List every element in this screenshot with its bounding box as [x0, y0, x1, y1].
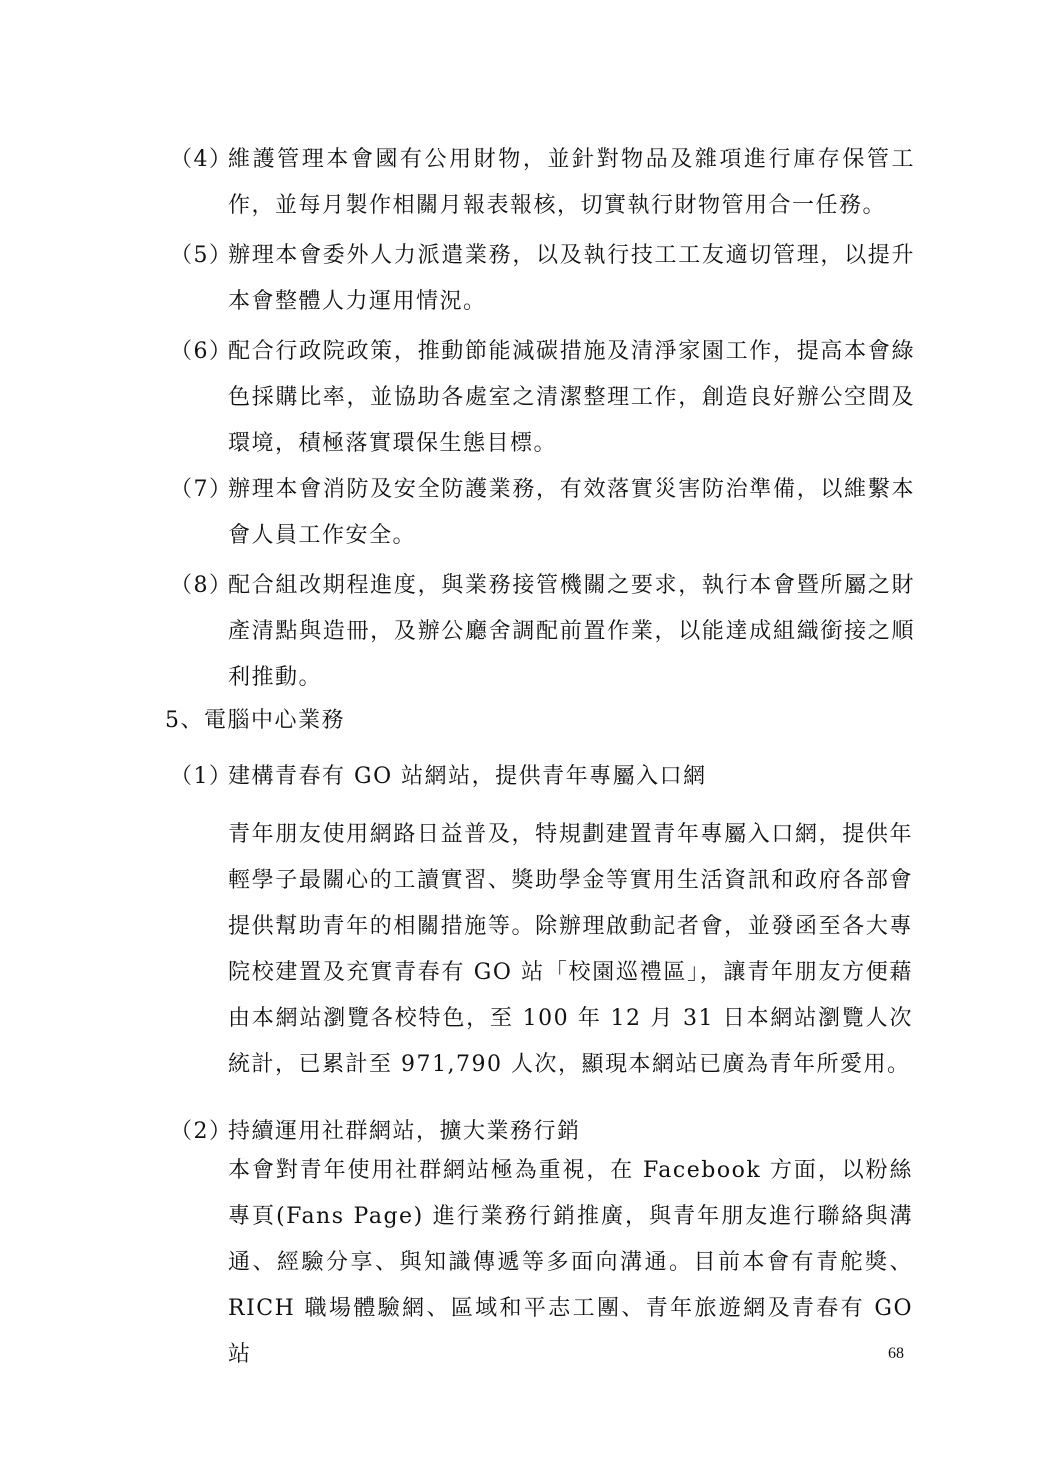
item-number: （5） [170, 243, 233, 268]
item-number: （7） [170, 477, 233, 502]
item-number: （1） [170, 764, 233, 789]
item-text: 辦理本會委外人力派遣業務，以及執行技工工友適切管理，以提升本會整體人力運用情況。 [228, 243, 915, 314]
item-number: （4） [170, 147, 233, 172]
item-number: （8） [170, 573, 233, 598]
list-item-7 [170, 467, 915, 559]
subsection-title: 持續運用社群網站，擴大業務行銷 [228, 1119, 581, 1144]
item-number: （6） [170, 339, 233, 364]
item-text: 配合行政院政策，推動節能減碳措施及清淨家園工作，提高本會綠色採購比率，並協助各處室之清潔整理工作，創造良好辦公空間及環境，積極落實環保生態目標。 [228, 339, 915, 456]
list-item-4 [170, 137, 915, 229]
item-text: 配合組改期程進度，與業務接管機關之要求，執行本會暨所屬之財產清點與造冊，及辦公廳舍調配前置作業，以能達成組織銜接之順利推動。 [228, 573, 915, 690]
page-number: 68 [888, 1345, 904, 1362]
list-item-5 [170, 233, 915, 325]
list-item-6 [170, 329, 915, 467]
subsection-1-paragraph: 青年朋友使用網路日益普及，特規劃建置青年專屬入口網，提供年輕學子最關心的工讀實習、獎助學金等實用生活資訊和政府各部會提供幫助青年的相關措施等。除辦理啟動記者會，並發函至各大專院校建置及充實青春有 GO 站「校園巡禮區」，讓青年朋友方便藉由本網站瀏覽各校特色，至 100 年 12 月 31 日本網站瀏覽人次統計，已累計至 971,790 人次，顯現本網站已廣為青年所愛用。 [228, 822, 913, 1077]
subsection-1-heading [170, 754, 915, 800]
list-item-8 [170, 563, 915, 701]
subsection-2-paragraph: 本會對青年使用社群網站極為重視，在 Facebook 方面，以粉絲專頁(Fans Page) 進行業務行銷推廣，與青年朋友進行聯絡與溝通、經驗分享、與知識傳遞等多面向溝通。目前本會有青舵獎、RICH 職場體驗網、區域和平志工團、青年旅遊網及青春有 GO 站 [228, 1158, 913, 1367]
section-heading: 5、電腦中心業務 [165, 708, 345, 733]
subsection-title: 建構青春有 GO 站網站，提供青年專屬入口網 [228, 764, 707, 789]
item-number: （2） [170, 1119, 233, 1144]
item-text: 維護管理本會國有公用財物，並針對物品及雜項進行庫存保管工作，並每月製作相關月報表報核，切實執行財物管用合一任務。 [228, 147, 915, 218]
item-text: 辦理本會消防及安全防護業務，有效落實災害防治準備，以維繫本會人員工作安全。 [228, 477, 915, 548]
